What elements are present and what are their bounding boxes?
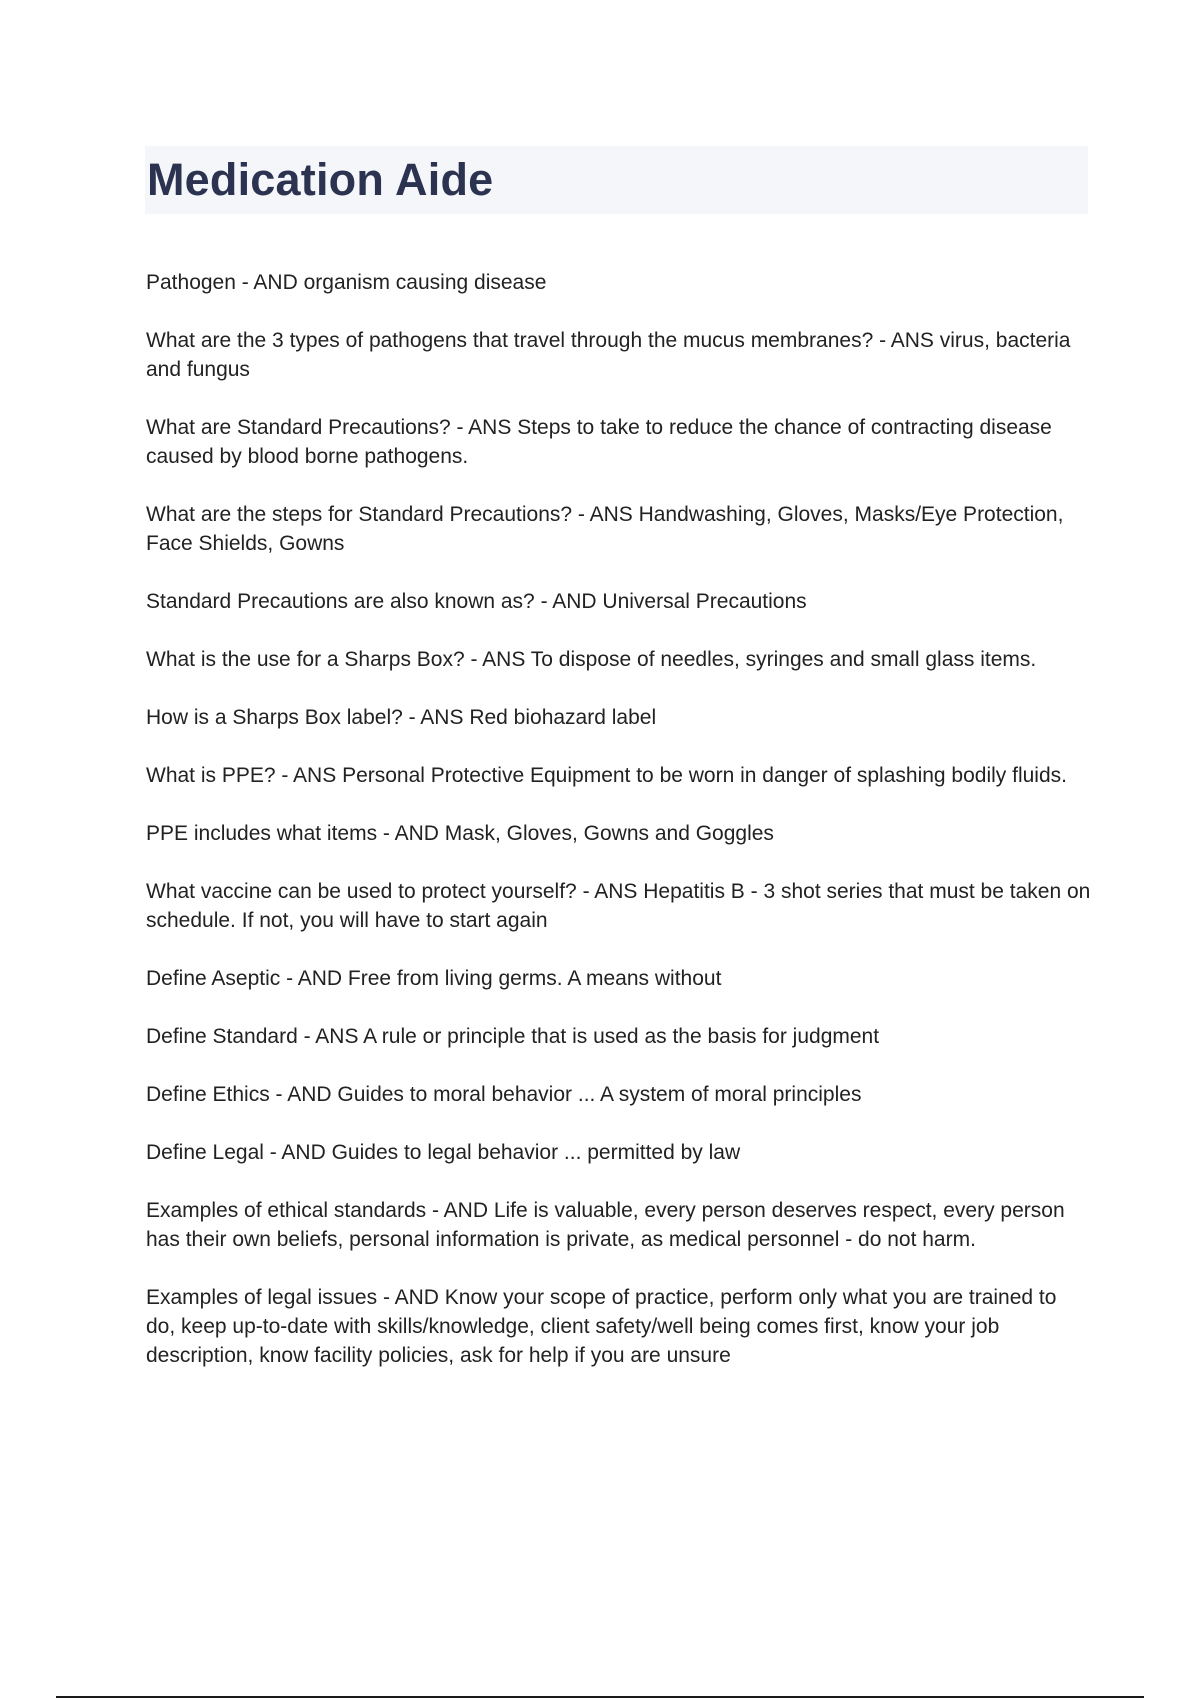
qa-item: Define Aseptic - AND Free from living germs. A means without xyxy=(146,967,722,990)
qa-item: How is a Sharps Box label? - ANS Red biohazard label xyxy=(146,706,657,729)
qa-item: What vaccine can be used to protect yourself? - ANS Hepatitis B - 3 shot series that must be taken on schedule. If not, you will have to start again xyxy=(146,880,1091,932)
qa-item: What is PPE? - ANS Personal Protective Equipment to be worn in danger of splashing bodily fluids. xyxy=(146,764,1067,787)
qa-item: Define Standard - ANS A rule or principle that is used as the basis for judgment xyxy=(146,1025,880,1048)
qa-item: Standard Precautions are also known as? - AND Universal Precautions xyxy=(146,590,807,613)
qa-item: PPE includes what items - AND Mask, Gloves, Gowns and Goggles xyxy=(146,822,774,845)
qa-item: What are the steps for Standard Precautions? - ANS Handwashing, Gloves, Masks/Eye Protection, Face Shields, Gowns xyxy=(146,503,1064,555)
title-banner xyxy=(145,146,1088,214)
qa-item: What are Standard Precautions? - ANS Steps to take to reduce the chance of contracting disease caused by blood borne pathogens. xyxy=(146,416,1052,468)
qa-item: Pathogen - AND organism causing disease xyxy=(146,271,547,294)
qa-item: What are the 3 types of pathogens that travel through the mucus membranes? - ANS virus, bacteria and fungus xyxy=(146,329,1071,381)
qa-item: Define Ethics - AND Guides to moral behavior ... A system of moral principles xyxy=(146,1083,862,1106)
qa-list xyxy=(146,268,1091,1399)
qa-item: Define Legal - AND Guides to legal behavior ... permitted by law xyxy=(146,1141,741,1164)
qa-item: What is the use for a Sharps Box? - ANS To dispose of needles, syringes and small glass items. xyxy=(146,648,1037,671)
qa-item: Examples of legal issues - AND Know your scope of practice, perform only what you are trained to do, keep up-to-date with skills/knowledge, client safety/well being comes first, know your job description, know facility policies, ask for help if you are unsure xyxy=(146,1286,1057,1367)
document-title: Medication Aide xyxy=(147,154,494,205)
page-footer-divider xyxy=(56,1696,1144,1698)
qa-item: Examples of ethical standards - AND Life is valuable, every person deserves respect, every person has their own beliefs, personal information is private, as medical personnel - do not harm. xyxy=(146,1199,1065,1251)
